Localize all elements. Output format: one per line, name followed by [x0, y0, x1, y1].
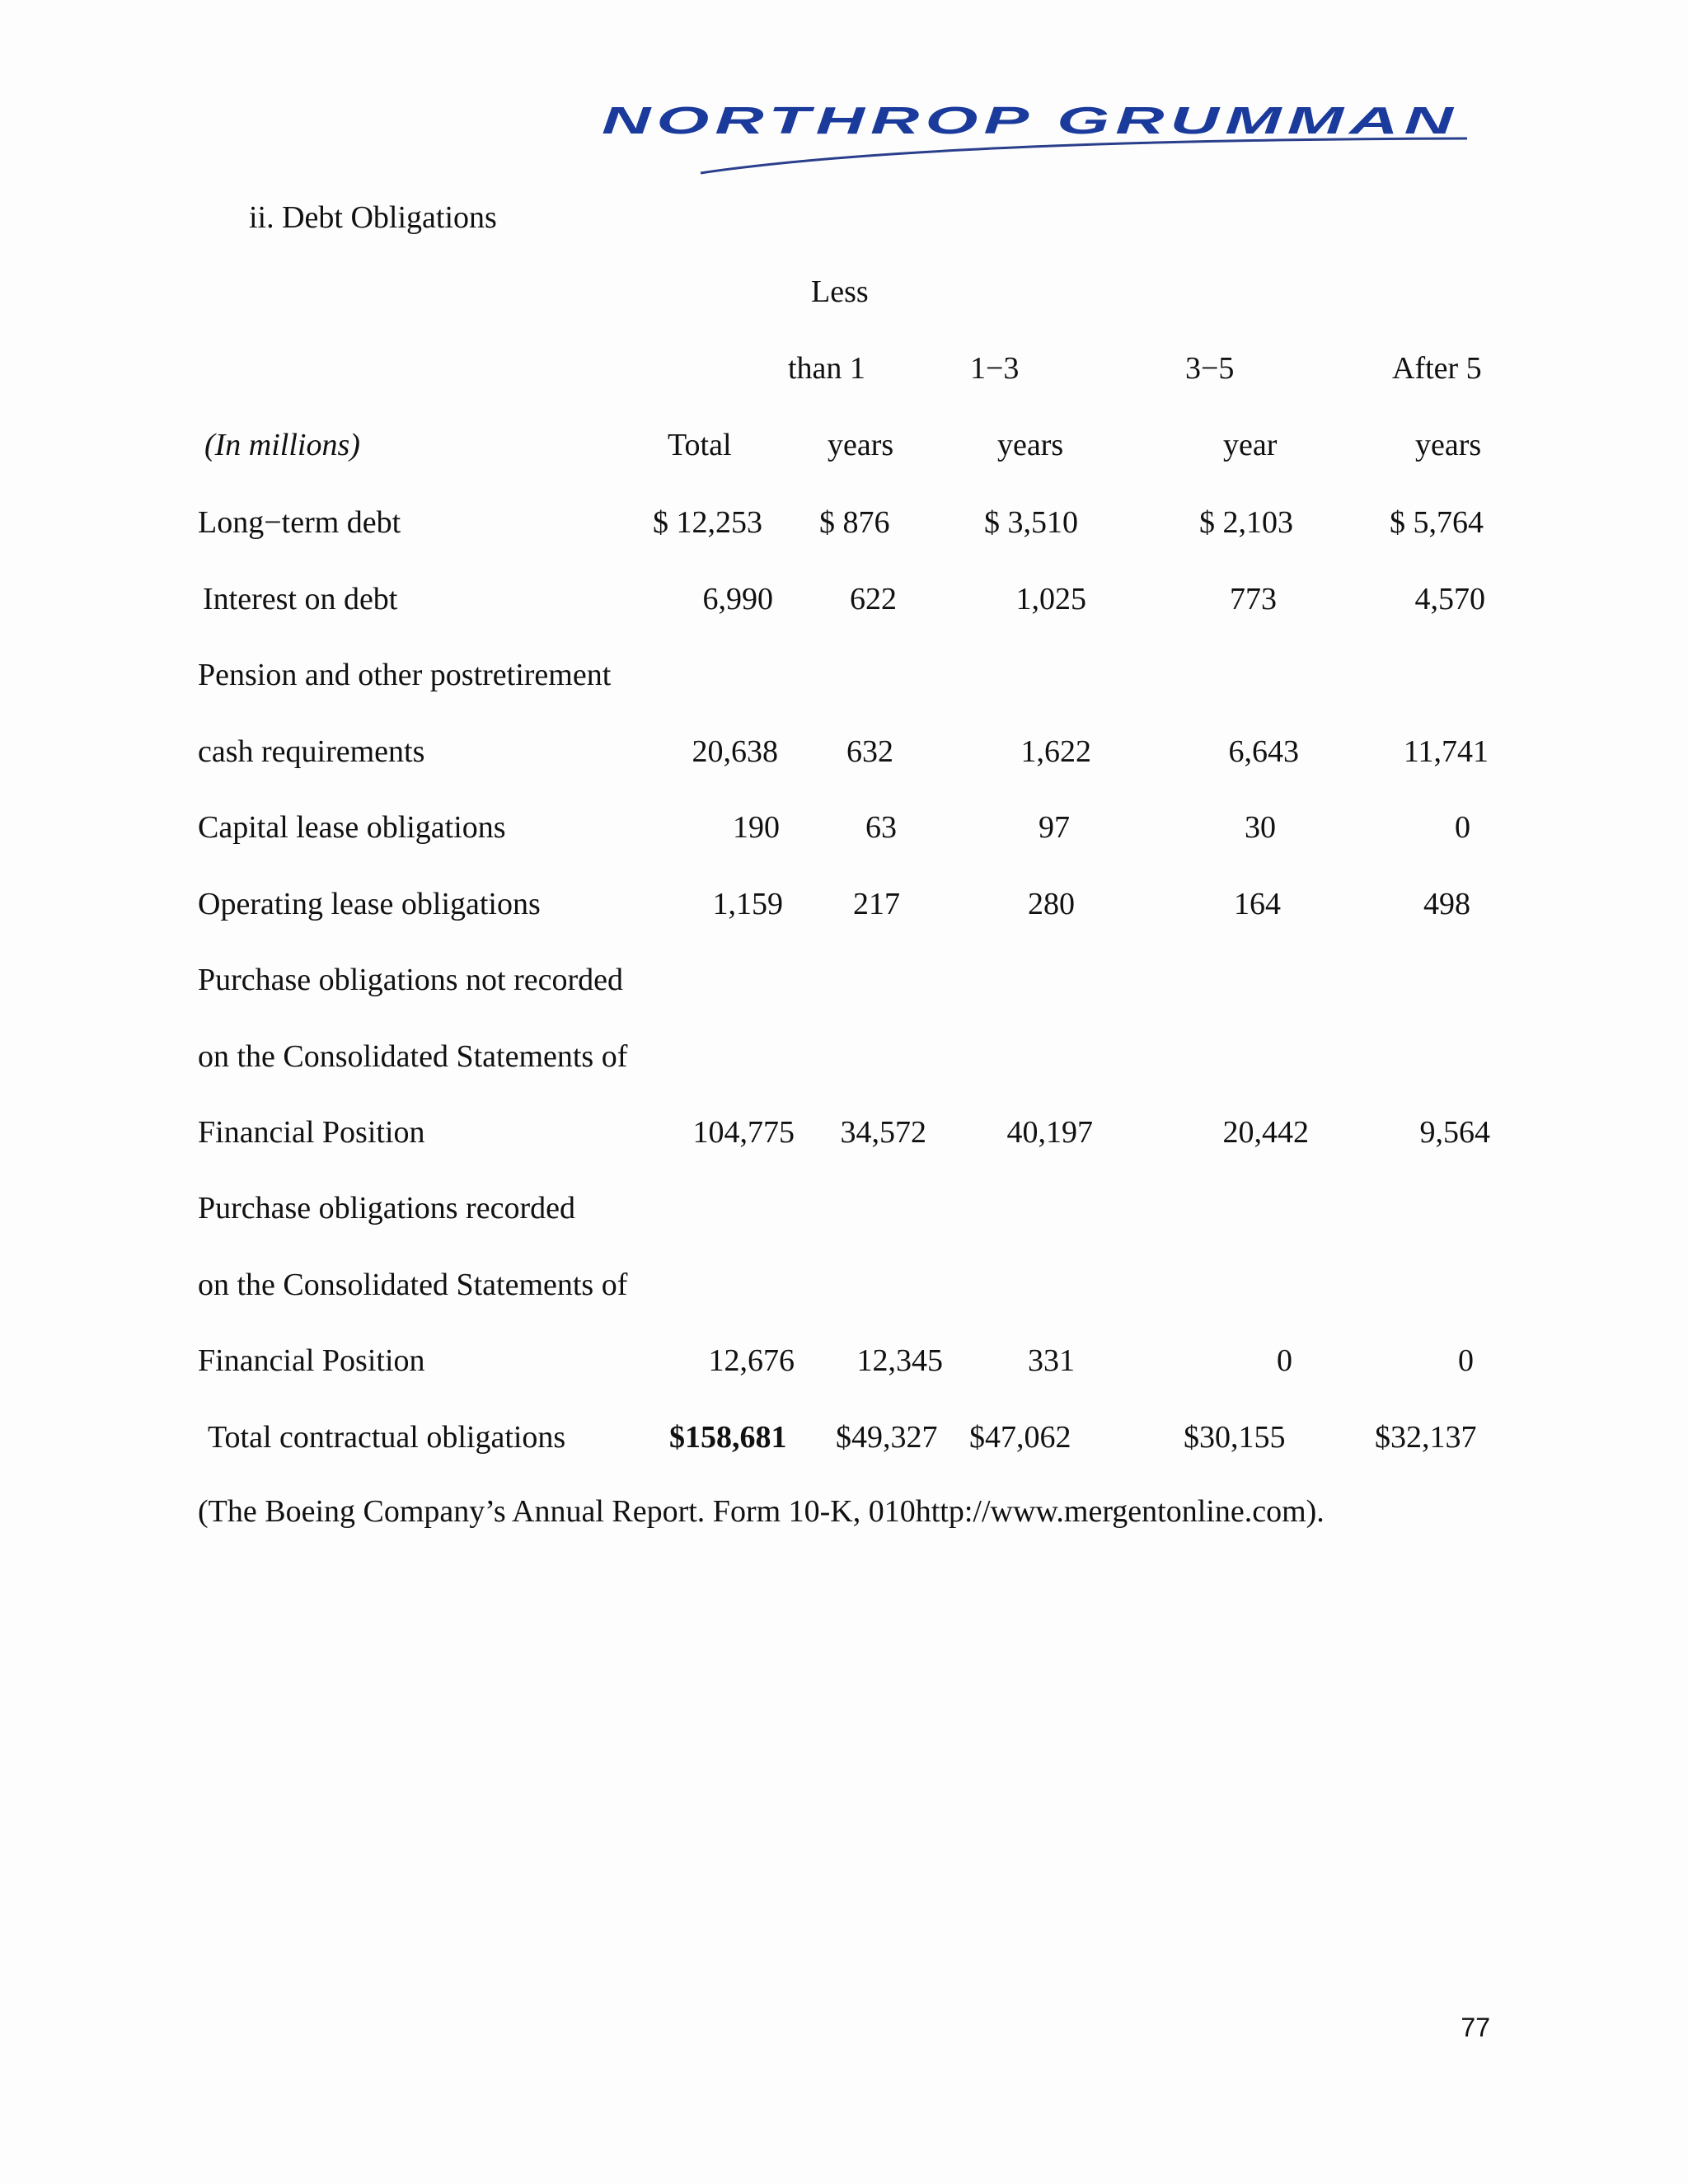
total-contractual-total: $158,681	[669, 1420, 787, 1455]
capital-lease-c3: 30	[1245, 810, 1276, 845]
header-years-2: years	[997, 428, 1064, 462]
header-years-1: years	[828, 428, 894, 462]
header-1-3: 1−3	[970, 351, 1020, 386]
pension-total: 20,638	[692, 734, 778, 769]
operating-lease-c4: 498	[1423, 887, 1470, 921]
capital-lease-c2: 97	[1039, 810, 1070, 845]
total-contractual-c1: $49,327	[836, 1420, 938, 1455]
interest-on-debt-c1: 622	[850, 582, 897, 616]
long-term-debt-c1: $ 876	[819, 505, 890, 540]
purchase-recorded-c1: 12,345	[856, 1343, 943, 1378]
purchase-recorded-c4: 0	[1458, 1343, 1474, 1378]
row-label-capital-lease: Capital lease obligations	[198, 810, 506, 845]
row-label-operating-lease: Operating lease obligations	[198, 887, 541, 921]
row-label-purchase-recorded-line2: on the Consolidated Statements of	[198, 1268, 628, 1302]
purchase-recorded-c3: 0	[1277, 1343, 1292, 1378]
purchase-not-recorded-c3: 20,442	[1222, 1115, 1309, 1150]
header-less: Less	[811, 274, 869, 309]
header-after-5: After 5	[1392, 351, 1482, 386]
purchase-not-recorded-total: 104,775	[692, 1115, 795, 1150]
header-years-4: years	[1415, 428, 1482, 462]
purchase-not-recorded-c4: 9,564	[1419, 1115, 1490, 1150]
capital-lease-total: 190	[733, 810, 780, 845]
header-than-1: than 1	[788, 351, 865, 386]
interest-on-debt-c3: 773	[1230, 582, 1277, 616]
header-year-3: year	[1223, 428, 1278, 462]
row-label-purchase-recorded-line3: Financial Position	[198, 1343, 425, 1378]
header-total: Total	[668, 428, 732, 462]
interest-on-debt-c2: 1,025	[1015, 582, 1086, 616]
purchase-recorded-c2: 331	[1028, 1343, 1075, 1378]
row-label-total-contractual: Total contractual obligations	[208, 1420, 566, 1455]
long-term-debt-c2: $ 3,510	[984, 505, 1078, 540]
interest-on-debt-total: 6,990	[702, 582, 773, 616]
row-label-purchase-not-recorded-line2: on the Consolidated Statements of	[198, 1039, 628, 1074]
operating-lease-total: 1,159	[712, 887, 783, 921]
pension-c1: 632	[846, 734, 893, 769]
header-3-5: 3−5	[1185, 351, 1235, 386]
capital-lease-c1: 63	[865, 810, 897, 845]
capital-lease-c4: 0	[1455, 810, 1470, 845]
purchase-not-recorded-c2: 40,197	[1006, 1115, 1093, 1150]
svg-text:NORTHROP GRUMMAN: NORTHROP GRUMMAN	[602, 99, 1459, 142]
pension-c3: 6,643	[1228, 734, 1299, 769]
long-term-debt-c3: $ 2,103	[1199, 505, 1293, 540]
interest-on-debt-c4: 4,570	[1414, 582, 1485, 616]
section-title: ii. Debt Obligations	[249, 200, 497, 235]
purchase-recorded-total: 12,676	[708, 1343, 795, 1378]
long-term-debt-total: $ 12,253	[653, 505, 762, 540]
total-contractual-c4: $32,137	[1375, 1420, 1477, 1455]
northrop-grumman-logo	[593, 91, 1484, 181]
row-label-purchase-not-recorded-line1: Purchase obligations not recorded	[198, 963, 624, 997]
row-label-pension-line2: cash requirements	[198, 734, 425, 769]
row-label-pension-line1: Pension and other postretirement	[198, 658, 612, 692]
row-label-long-term-debt: Long−term debt	[198, 505, 401, 540]
total-contractual-c2: $47,062	[969, 1420, 1071, 1455]
long-term-debt-c4: $ 5,764	[1390, 505, 1484, 540]
page-number: 77	[1461, 2013, 1490, 2042]
pension-c2: 1,622	[1020, 734, 1091, 769]
row-label-interest-on-debt: Interest on debt	[203, 582, 398, 616]
purchase-not-recorded-c1: 34,572	[840, 1115, 926, 1150]
operating-lease-c3: 164	[1234, 887, 1281, 921]
operating-lease-c2: 280	[1028, 887, 1075, 921]
operating-lease-c1: 217	[853, 887, 900, 921]
source-note: (The Boeing Company’s Annual Report. Form 10-K, 010http://www.mergentonline.com).	[198, 1494, 1325, 1529]
units-label: (In millions)	[204, 428, 360, 462]
row-label-purchase-recorded-line1: Purchase obligations recorded	[198, 1191, 575, 1226]
total-contractual-c3: $30,155	[1184, 1420, 1286, 1455]
pension-c4: 11,741	[1403, 734, 1489, 769]
row-label-purchase-not-recorded-line3: Financial Position	[198, 1115, 425, 1150]
